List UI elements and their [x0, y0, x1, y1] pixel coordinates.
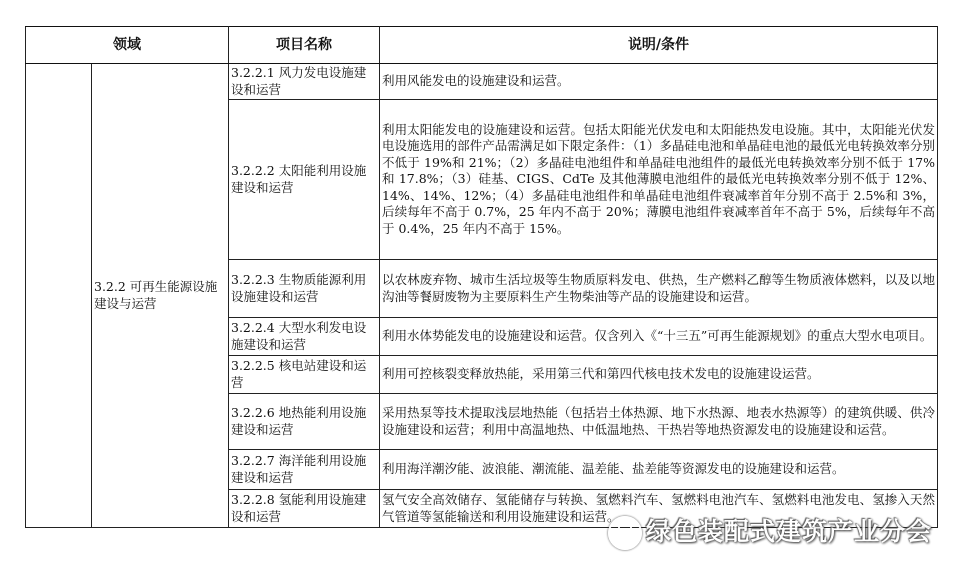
project-name-cell: 3.2.2.1 风力发电设施建设和运营	[229, 64, 380, 100]
project-name-cell: 3.2.2.4 大型水利发电设施建设和运营	[229, 318, 380, 356]
description-cell: 利用可控核裂变释放热能，采用第三代和第四代核电技术发电的设施建设运营。	[380, 356, 938, 394]
watermark	[608, 512, 938, 552]
header-description: 说明/条件	[380, 27, 938, 64]
project-name-cell: 3.2.2.5 核电站建设和运营	[229, 356, 380, 394]
description-cell: 利用太阳能发电的设施建设和运营。包括太阳能光伏发电和太阳能热发电设施。其中，太阳能光伏发电设施选用的部件产品需满足如下限定条件：（1）多晶硅电池和单晶硅电池的最低光电转换效率分别不低于 19%和 21%；（2）多晶硅电池组件和单晶硅电池组件的最低光电转换效率分别不低于 17%和 17.8%；（3）硅基、CIGS、CdTe 及其他薄膜电池组件的最低光电转换效率分别不低于 12%、14%、14%、12%；（4）多晶硅电池组件和单晶硅电池组件衰减率首年分别不高于 2.5%和 3%，后续每年不高于 0.7%，25 年内不高于 20%；薄膜电池组件衰减率首年不高于 5%，后续每年不高于 0.4%，25 年内不高于 15%。	[380, 100, 938, 260]
description-cell: 以农林废弃物、城市生活垃圾等生物质原料发电、供热，生产燃料乙醇等生物质液体燃料，以及以地沟油等餐厨废物为主要原料生产生物柴油等产品的设施建设和运营。	[380, 260, 938, 318]
header-project-name: 项目名称	[229, 27, 380, 64]
project-name-cell: 3.2.2.6 地热能利用设施建设和运营	[229, 394, 380, 450]
header-domain: 领域	[26, 27, 229, 64]
table-header-row	[26, 27, 938, 64]
description-cell: 采用热泵等技术提取浅层地热能（包括岩土体热源、地下水热源、地表水热源等）的建筑供暖、供冷设施建设和运营；利用中高温地热、中低温地热、干热岩等地热资源发电的设施建设和运营。	[380, 394, 938, 450]
project-name-cell: 3.2.2.2 太阳能利用设施建设和运营	[229, 100, 380, 260]
project-name-cell: 3.2.2.3 生物质能源利用设施建设和运营	[229, 260, 380, 318]
wechat-logo-icon	[608, 516, 642, 550]
catalog-table	[25, 26, 938, 528]
description-cell: 利用水体势能发电的设施建设和运营。仅含列入《“十三五”可再生能源规划》的重点大型水电项目。	[380, 318, 938, 356]
project-name-cell: 3.2.2.8 氢能利用设施建设和运营	[229, 490, 380, 528]
domain-cell: 3.2.2 可再生能源设施建设与运营	[92, 64, 229, 528]
description-cell: 利用风能发电的设施建设和运营。	[380, 64, 938, 100]
description-cell: 利用海洋潮汐能、波浪能、潮流能、温差能、盐差能等资源发电的设施建设和运营。	[380, 450, 938, 490]
description-cell: 氢气安全高效储存、氢能储存与转换、氢燃料汽车、氢燃料电池汽车、氢燃料电池发电、氢掺入天然气管道等氢能输送和利用设施建设和运营。	[380, 490, 938, 528]
table-row	[26, 64, 938, 100]
domain-parent-cell	[26, 64, 92, 528]
project-name-cell: 3.2.2.7 海洋能利用设施建设和运营	[229, 450, 380, 490]
watermark-text: 绿色装配式建筑产业分会	[646, 517, 933, 546]
